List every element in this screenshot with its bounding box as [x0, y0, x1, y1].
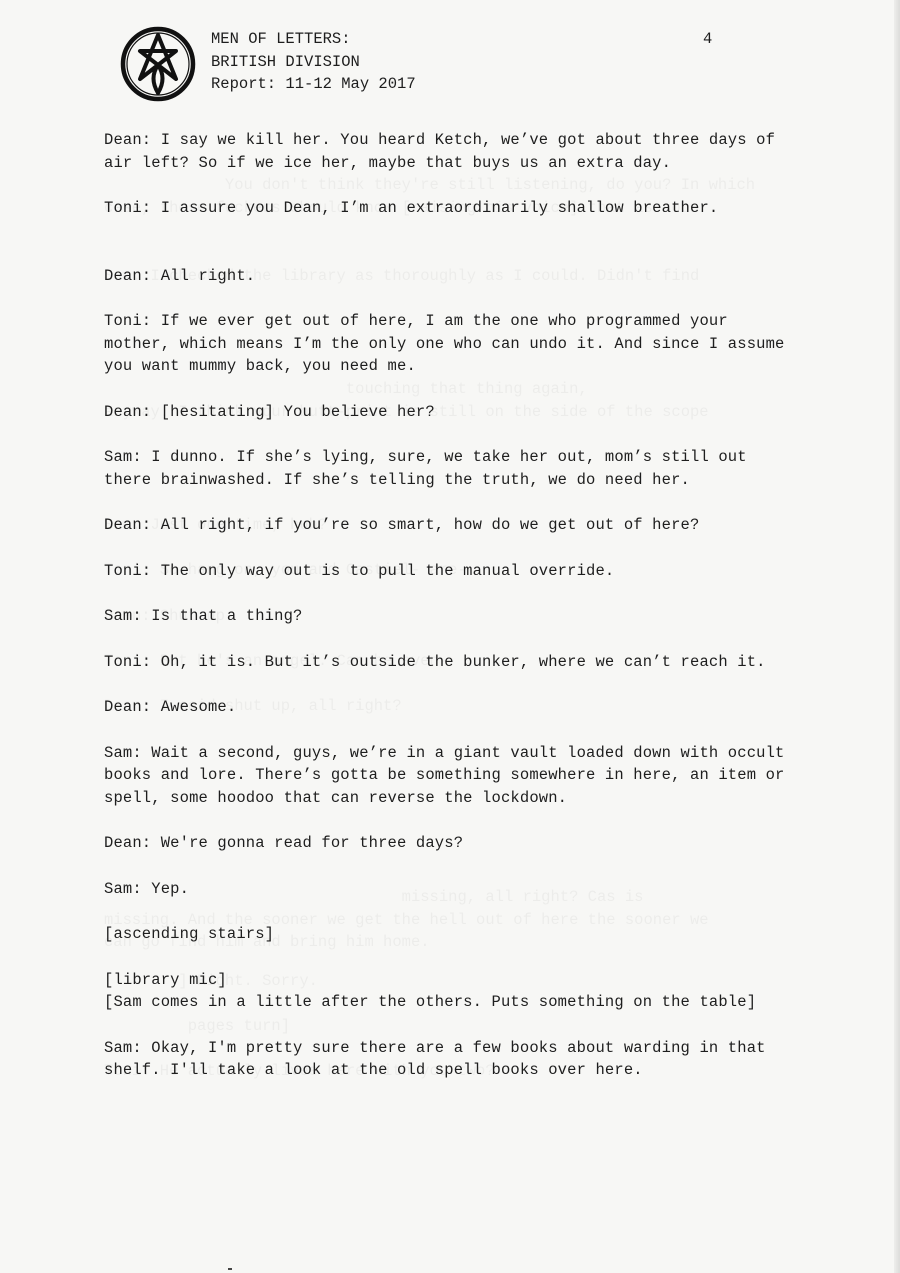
- transcript-line: Sam: Wait a second, guys, we’re in a giant vault loaded down with occult books and lore. There’s gotta be something somewhere in here, an item or spell, some hoodoo that can reverse the lockdown.: [104, 743, 785, 807]
- transcript-line: Dean: [hesitating] You believe her?: [104, 402, 435, 421]
- document-header: [211, 28, 416, 96]
- stage-direction: [library mic]: [104, 970, 227, 989]
- transcript-line: Toni: Oh, it is. But it’s outside the bunker, where we can’t reach it.: [104, 652, 766, 671]
- stage-direction: [Sam comes in a little after the others. Puts something on the table]: [104, 993, 757, 1011]
- transcript-line: Dean: We're gonna read for three days?: [104, 834, 464, 852]
- page-speck: [228, 1268, 232, 1270]
- transcript-line: Dean: All right, if you’re so smart, how do we get out of here?: [104, 516, 700, 534]
- organization-title: MEN OF LETTERS:: [211, 30, 351, 48]
- transcript-line: Toni: If we ever get out of here, I am the one who programmed your mother, which means I’m the only one who can undo it. And since I assume you want mummy back, you need me.: [104, 312, 785, 375]
- transcript-body: [104, 129, 794, 1082]
- report-date: Report: 11-12 May 2017: [211, 75, 416, 93]
- hexagram-seal-icon: [120, 26, 196, 102]
- transcript-line: Sam: Okay, I'm pretty sure there are a few books about warding in that shelf. I'll take a look at the old spell books over here.: [104, 1038, 766, 1079]
- transcript-line: Dean: Awesome.: [104, 698, 237, 716]
- division-title: BRITISH DIVISION: [211, 52, 360, 71]
- page-edge-shadow: [894, 0, 900, 1273]
- transcript-line: Sam: Yep.: [104, 879, 190, 898]
- stage-direction: [ascending stairs]: [104, 925, 275, 943]
- transcript-line: Toni: I assure you Dean, I’m an extraordinarily shallow breather.: [104, 199, 719, 217]
- transcript-line: Sam: Is that a thing?: [104, 607, 303, 625]
- transcript-line: Dean: All right.: [104, 266, 256, 285]
- transcript-line: Sam: I dunno. If she’s lying, sure, we take her out, mom’s still out there brainwashed. If she’s telling the truth, we do need her.: [104, 448, 747, 489]
- page-number: 4: [703, 30, 713, 48]
- transcript-line: Dean: I say we kill her. You heard Ketch, we’ve got about three days of air left? So if we ice her, maybe that buys us an extra day.: [104, 131, 776, 172]
- transcript-line: Toni: The only way out is to pull the manual override.: [104, 561, 615, 580]
